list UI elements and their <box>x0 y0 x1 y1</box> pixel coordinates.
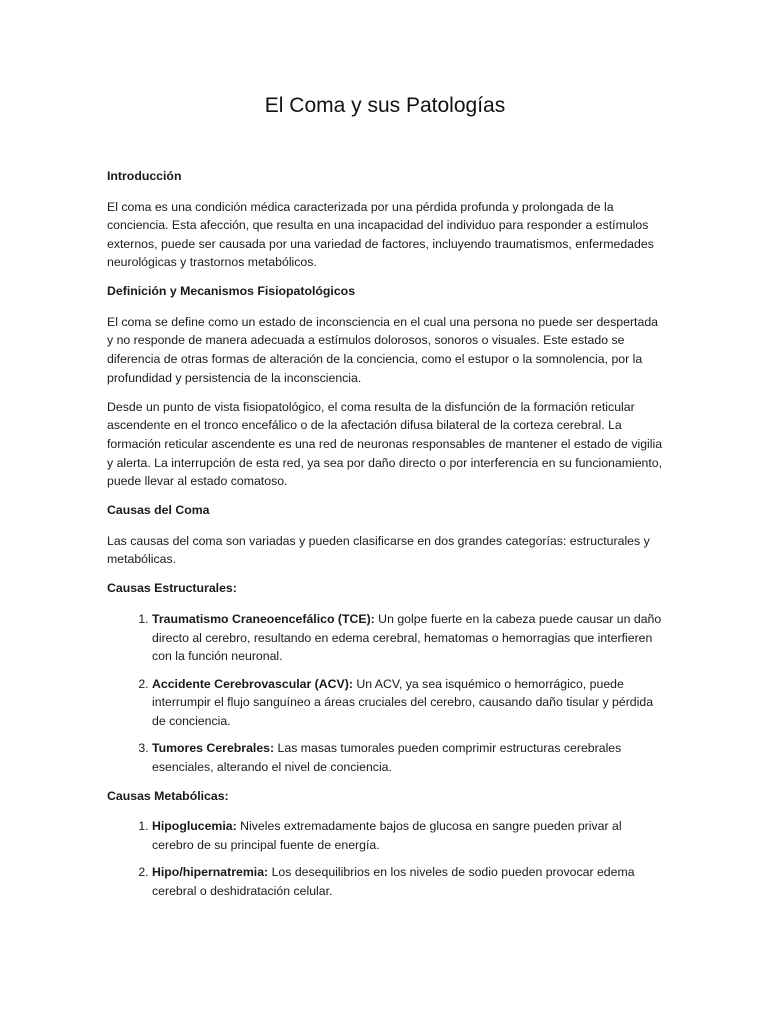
list-item <box>152 610 663 666</box>
definition-paragraph-2: Desde un punto de vista fisiopatológico, el coma resulta de la disfunción de la formación reticular ascendente en el tronco encefálico o de la afectación difusa bilateral de la corteza cerebral. La formación reticular ascendente es una red de neuronas responsables de mantener el estado de vigilia y alerta. La interrupción de esta red, ya sea por daño directo o por interferencia en su funcionamiento, puede llevar al estado comatoso. <box>107 399 663 489</box>
list-item-term: Traumatismo Craneoencefálico (TCE): <box>152 611 375 626</box>
causes-paragraph: Las causas del coma son variadas y pueden clasificarse en dos grandes categorías: estructurales y metabólicas. <box>107 533 650 567</box>
list-item-term: Tumores Cerebrales: <box>152 741 275 756</box>
document-content <box>107 92 663 911</box>
causes-heading: Causas del Coma <box>107 503 210 518</box>
intro-heading: Introducción <box>107 169 182 183</box>
list-item-term: Accidente Cerebrovascular (ACV): <box>152 676 353 691</box>
definition-heading: Definición y Mecanismos Fisiopatológicos <box>107 284 356 299</box>
list-item <box>152 817 663 854</box>
document-title: El Coma y sus Patologías <box>264 94 506 117</box>
structural-causes-heading: Causas Estructurales: <box>107 581 237 596</box>
list-item <box>152 675 663 731</box>
list-item-term: Hipoglucemia: <box>152 819 237 834</box>
list-item-text: Los desequilibrios en los niveles de sodio pueden provocar edema cerebral o deshidratación celular. <box>152 865 635 898</box>
structural-causes-list <box>107 610 663 777</box>
list-item-text: Un golpe fuerte en la cabeza puede causar un daño directo al cerebro, resultando en edema cerebral, hematomas o hemorragias que interfieren con la función neuronal. <box>152 611 662 664</box>
metabolic-causes-heading: Causas Metabólicas: <box>107 788 229 803</box>
list-item-term: Hipo/hipernatremia: <box>152 865 269 880</box>
list-item-text: Las masas tumorales pueden comprimir estructuras cerebrales esenciales, alterando el nivel de conciencia. <box>152 741 622 775</box>
definition-paragraph-1: El coma se define como un estado de inconsciencia en el cual una persona no puede ser despertada y no responde de manera adecuada a estímulos dolorosos, sonoros o visuales. Este estado se diferencia de otras formas de alteración de la conciencia, como el estupor o la somnolencia, por la profundidad y persistencia de la inconsciencia. <box>107 314 658 385</box>
list-item-text: Niveles extremadamente bajos de glucosa en sangre pueden privar al cerebro de su principal fuente de energía. <box>152 819 622 852</box>
intro-paragraph: El coma es una condición médica caracterizada por una pérdida profunda y prolongada de la conciencia. Esta afección, que resulta en una incapacidad del individuo para responder a estímulos externos, puede ser causada por una variedad de factores, incluyendo traumatismos, enfermedades neurológicas y trastornos metabólicos. <box>107 199 654 270</box>
list-item-text: Un ACV, ya sea isquémico o hemorrágico, puede interrumpir el flujo sanguíneo a áreas cruciales del cerebro, causando daño tisular y pérdida de conciencia. <box>152 676 654 728</box>
list-item <box>152 863 663 900</box>
list-item <box>152 739 663 776</box>
metabolic-causes-list <box>107 817 663 900</box>
